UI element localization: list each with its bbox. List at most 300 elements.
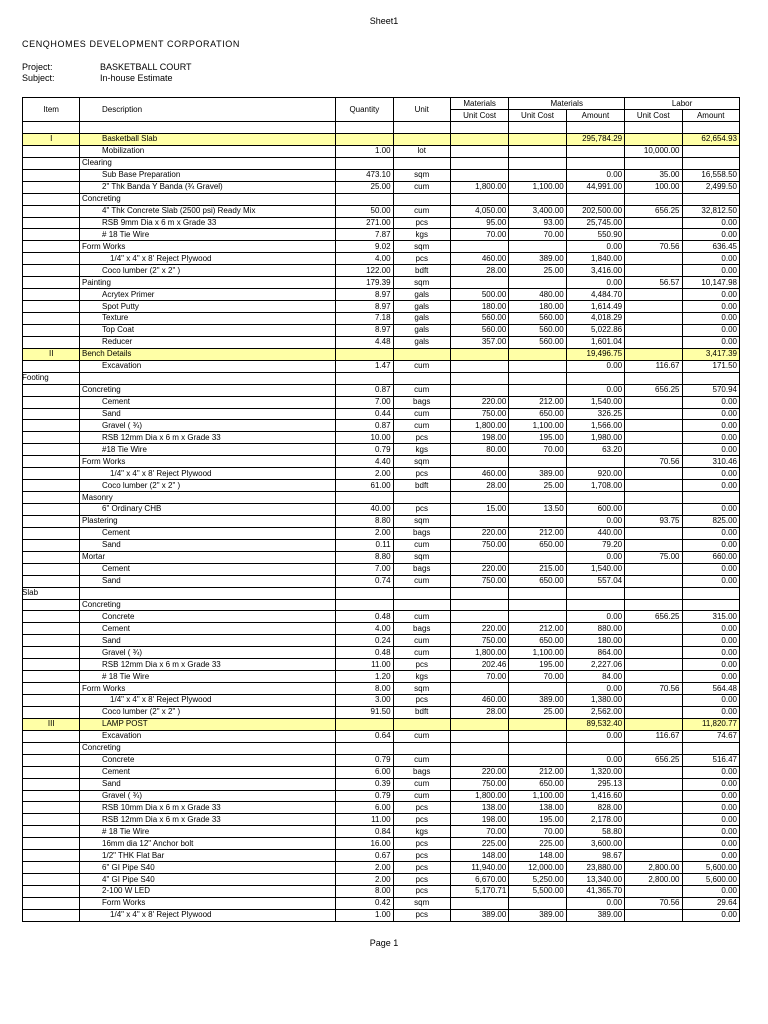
- item-cell: [23, 671, 80, 683]
- table-row: [23, 241, 740, 253]
- unit-cell: kgs: [393, 671, 450, 683]
- spacer-cell: [80, 575, 100, 587]
- table-row: [23, 301, 740, 313]
- materials-amount-cell: 1,540.00: [566, 563, 624, 575]
- labor-unit-cost-cell: [625, 193, 682, 205]
- description-cell: [22, 587, 336, 599]
- labor-amount-cell: 10,147.98: [682, 277, 740, 289]
- table-row: [23, 671, 740, 683]
- materials-amount-cell: [566, 145, 624, 157]
- materials-1-unit-cost-cell: 70.00: [450, 229, 508, 241]
- description-text: # 18 Tie Wire: [102, 229, 150, 239]
- description-text: Sand: [102, 779, 121, 789]
- description-text: Sand: [102, 576, 121, 586]
- materials-1-unit-cost-cell: [450, 384, 508, 396]
- unit-cell: gals: [393, 336, 450, 348]
- description-cell: [100, 718, 336, 730]
- description-text: Concreting: [82, 385, 121, 395]
- unit-cell: cum: [393, 205, 450, 217]
- quantity-cell: [336, 492, 393, 504]
- item-cell: [23, 468, 80, 480]
- materials-1-unit-cost-cell: [450, 169, 508, 181]
- description-cell: [100, 301, 336, 313]
- item-cell: [23, 145, 80, 157]
- item-cell: [23, 324, 80, 336]
- unit-cell: [393, 133, 450, 145]
- spacer-cell: [80, 850, 100, 862]
- quantity-cell: 1.47: [336, 360, 393, 372]
- labor-unit-cost-cell: 93.75: [625, 515, 682, 527]
- description-cell: [100, 253, 336, 265]
- quantity-cell: [336, 157, 393, 169]
- item-cell: III: [23, 718, 80, 730]
- table-row: [23, 850, 740, 862]
- spacer-cell: [80, 563, 100, 575]
- materials-amount-cell: 5,022.86: [566, 324, 624, 336]
- labor-amount-cell: 29.64: [682, 897, 740, 909]
- item-cell: [23, 695, 80, 707]
- table-row: [23, 730, 740, 742]
- quantity-cell: [336, 122, 393, 134]
- materials-2-unit-cost-cell: 13.50: [509, 504, 566, 516]
- quantity-cell: 0.48: [336, 647, 393, 659]
- description-text: Painting: [82, 277, 111, 287]
- materials-1-unit-cost-cell: [450, 157, 508, 169]
- quantity-cell: 8.80: [336, 515, 393, 527]
- description-cell: [22, 372, 336, 384]
- description-cell: [100, 169, 336, 181]
- labor-amount-cell: 0.00: [682, 336, 740, 348]
- materials-1-unit-cost-cell: 80.00: [450, 444, 508, 456]
- spacer-cell: [80, 802, 100, 814]
- unit-cell: pcs: [393, 695, 450, 707]
- quantity-cell: [336, 348, 393, 360]
- materials-2-unit-cost-cell: 560.00: [509, 336, 566, 348]
- labor-unit-cost-cell: [625, 575, 682, 587]
- sheet-title: Sheet1: [369, 16, 399, 26]
- quantity-cell: 2.00: [336, 527, 393, 539]
- description-text: Excavation: [102, 361, 142, 371]
- materials-1-unit-cost-cell: 460.00: [450, 253, 508, 265]
- table-row: [23, 336, 740, 348]
- quantity-cell: 2.00: [336, 862, 393, 874]
- labor-amount-cell: 0.00: [682, 563, 740, 575]
- materials-amount-cell: 23,880.00: [566, 862, 624, 874]
- table-row: [23, 814, 740, 826]
- table-row: [23, 695, 740, 707]
- item-cell: [23, 384, 80, 396]
- description-text: # 18 Tie Wire: [102, 826, 150, 836]
- estimate-body: [23, 122, 740, 922]
- quantity-cell: [336, 133, 393, 145]
- labor-unit-cost-cell: [625, 408, 682, 420]
- labor-amount-cell: 3,417.39: [682, 348, 740, 360]
- materials-2-unit-cost-cell: 480.00: [509, 289, 566, 301]
- table-row: [23, 587, 740, 599]
- project-label: Project:: [22, 62, 53, 72]
- unit-cell: pcs: [393, 814, 450, 826]
- labor-amount-cell: [682, 157, 740, 169]
- labor-unit-cost-cell: 2,800.00: [625, 862, 682, 874]
- materials-1-unit-cost-cell: 357.00: [450, 336, 508, 348]
- materials-2-unit-cost-cell: [509, 157, 566, 169]
- labor-amount-cell: 62,654.93: [682, 133, 740, 145]
- labor-amount-cell: 0.00: [682, 229, 740, 241]
- quantity-cell: 0.79: [336, 754, 393, 766]
- labor-unit-cost-cell: [625, 492, 682, 504]
- labor-unit-cost-cell: 70.56: [625, 241, 682, 253]
- materials-1-unit-cost-cell: 138.00: [450, 802, 508, 814]
- labor-amount-cell: 0.00: [682, 289, 740, 301]
- materials-2-unit-cost-cell: 389.00: [509, 468, 566, 480]
- spacer-cell: [80, 133, 100, 145]
- spacer-cell: [80, 814, 100, 826]
- spacer-cell: [80, 324, 100, 336]
- labor-unit-cost-cell: 2,800.00: [625, 874, 682, 886]
- spacer-cell: [80, 766, 100, 778]
- table-row: [23, 468, 740, 480]
- materials-1-unit-cost-cell: [450, 133, 508, 145]
- description-text: RSB 10mm Dia x 6 m x Grade 33: [102, 802, 221, 812]
- materials-1-unit-cost-cell: 15.00: [450, 504, 508, 516]
- header-materials-1-unit-cost: Unit Cost: [450, 110, 508, 122]
- item-cell: [23, 217, 80, 229]
- materials-amount-cell: 1,416.60: [566, 790, 624, 802]
- materials-2-unit-cost-cell: [509, 193, 566, 205]
- item-cell: [23, 289, 80, 301]
- item-cell: [23, 862, 80, 874]
- labor-unit-cost-cell: [625, 850, 682, 862]
- materials-amount-cell: 0.00: [566, 897, 624, 909]
- labor-amount-cell: 825.00: [682, 515, 740, 527]
- materials-2-unit-cost-cell: 212.00: [509, 527, 566, 539]
- description-cell: [82, 599, 336, 611]
- item-cell: [23, 122, 80, 134]
- table-row: [23, 265, 740, 277]
- description-cell: [100, 408, 336, 420]
- spacer-cell: [80, 587, 100, 599]
- unit-cell: [393, 122, 450, 134]
- description-text: Bench Details: [82, 349, 132, 359]
- labor-amount-cell: 0.00: [682, 217, 740, 229]
- materials-2-unit-cost-cell: 25.00: [509, 265, 566, 277]
- spacer-cell: [80, 790, 100, 802]
- description-text: Footing: [22, 373, 49, 383]
- description-cell: [100, 575, 336, 587]
- unit-cell: pcs: [393, 862, 450, 874]
- labor-amount-cell: 171.50: [682, 360, 740, 372]
- unit-cell: cum: [393, 420, 450, 432]
- table-row: [23, 635, 740, 647]
- labor-amount-cell: 16,558.50: [682, 169, 740, 181]
- description-cell: [100, 611, 336, 623]
- description-text: Excavation: [102, 731, 142, 741]
- labor-amount-cell: 5,600.00: [682, 874, 740, 886]
- materials-1-unit-cost-cell: [450, 360, 508, 372]
- materials-2-unit-cost-cell: [509, 611, 566, 623]
- labor-unit-cost-cell: [625, 372, 682, 384]
- quantity-cell: 7.87: [336, 229, 393, 241]
- materials-1-unit-cost-cell: 6,670.00: [450, 874, 508, 886]
- materials-amount-cell: 0.00: [566, 169, 624, 181]
- table-row: [23, 874, 740, 886]
- materials-1-unit-cost-cell: 220.00: [450, 623, 508, 635]
- materials-2-unit-cost-cell: [509, 754, 566, 766]
- description-cell: [82, 384, 336, 396]
- quantity-cell: 0.42: [336, 897, 393, 909]
- description-text: Mortar: [82, 552, 106, 562]
- table-row: [23, 647, 740, 659]
- subject-value: In-house Estimate: [100, 73, 173, 83]
- unit-cell: bags: [393, 563, 450, 575]
- item-cell: [23, 563, 80, 575]
- unit-cell: gals: [393, 301, 450, 313]
- description-text: RSB 12mm Dia x 6 m x Grade 33: [102, 659, 221, 669]
- unit-cell: pcs: [393, 850, 450, 862]
- materials-1-unit-cost-cell: [450, 599, 508, 611]
- labor-amount-cell: 0.00: [682, 635, 740, 647]
- labor-amount-cell: 0.00: [682, 659, 740, 671]
- materials-2-unit-cost-cell: 215.00: [509, 563, 566, 575]
- spacer-cell: [80, 169, 100, 181]
- materials-amount-cell: [566, 492, 624, 504]
- unit-cell: pcs: [393, 432, 450, 444]
- description-cell: [100, 289, 336, 301]
- table-row: [23, 372, 740, 384]
- materials-2-unit-cost-cell: 12,000.00: [509, 862, 566, 874]
- spacer-cell: [80, 659, 100, 671]
- description-text: Mobilization: [102, 146, 145, 156]
- labor-unit-cost-cell: [625, 432, 682, 444]
- unit-cell: [393, 348, 450, 360]
- table-row: [23, 145, 740, 157]
- description-cell: [100, 527, 336, 539]
- item-cell: [23, 432, 80, 444]
- unit-cell: bags: [393, 396, 450, 408]
- materials-1-unit-cost-cell: 560.00: [450, 324, 508, 336]
- table-row: [23, 324, 740, 336]
- item-cell: [23, 575, 80, 587]
- unit-cell: bdft: [393, 265, 450, 277]
- labor-amount-cell: 0.00: [682, 706, 740, 718]
- unit-cell: pcs: [393, 886, 450, 898]
- materials-amount-cell: 828.00: [566, 802, 624, 814]
- labor-unit-cost-cell: [625, 396, 682, 408]
- description-text: Coco lumber (2" x 2" ): [102, 707, 181, 717]
- spacer-cell: [80, 145, 100, 157]
- description-cell: [82, 551, 336, 563]
- header-materials-2-unit-cost: Unit Cost: [509, 110, 566, 122]
- materials-amount-cell: 600.00: [566, 504, 624, 516]
- spacer-cell: [80, 420, 100, 432]
- quantity-cell: 271.00: [336, 217, 393, 229]
- description-text: Basketball Slab: [102, 134, 158, 144]
- materials-2-unit-cost-cell: 212.00: [509, 623, 566, 635]
- item-cell: [23, 492, 80, 504]
- unit-cell: pcs: [393, 659, 450, 671]
- item-cell: [23, 886, 80, 898]
- description-cell: [100, 181, 336, 193]
- unit-cell: cum: [393, 408, 450, 420]
- materials-2-unit-cost-cell: [509, 133, 566, 145]
- item-cell: [23, 766, 80, 778]
- description-cell: [100, 754, 336, 766]
- materials-2-unit-cost-cell: 1,100.00: [509, 181, 566, 193]
- labor-unit-cost-cell: [625, 718, 682, 730]
- labor-unit-cost-cell: 56.57: [625, 277, 682, 289]
- materials-amount-cell: 89,532.40: [566, 718, 624, 730]
- unit-cell: [393, 587, 450, 599]
- unit-cell: sqm: [393, 897, 450, 909]
- materials-1-unit-cost-cell: 180.00: [450, 301, 508, 313]
- description-cell: [82, 742, 336, 754]
- unit-cell: bags: [393, 527, 450, 539]
- quantity-cell: 50.00: [336, 205, 393, 217]
- spacer-cell: [80, 886, 100, 898]
- materials-2-unit-cost-cell: 5,250.00: [509, 874, 566, 886]
- labor-amount-cell: [682, 122, 740, 134]
- materials-1-unit-cost-cell: 148.00: [450, 850, 508, 862]
- labor-unit-cost-cell: [625, 217, 682, 229]
- table-row: [23, 217, 740, 229]
- materials-amount-cell: 0.00: [566, 611, 624, 623]
- item-cell: [23, 790, 80, 802]
- materials-1-unit-cost-cell: [450, 193, 508, 205]
- description-text: Cement: [102, 397, 131, 407]
- table-row: [23, 384, 740, 396]
- labor-amount-cell: 0.00: [682, 324, 740, 336]
- spacer-cell: [80, 838, 100, 850]
- materials-1-unit-cost-cell: 28.00: [450, 706, 508, 718]
- header-quantity: Quantity: [336, 98, 393, 122]
- description-cell: [100, 778, 336, 790]
- item-cell: [23, 229, 80, 241]
- description-text: Concreting: [82, 194, 121, 204]
- table-row: [23, 444, 740, 456]
- description-text: Sand: [102, 635, 121, 645]
- labor-unit-cost-cell: [625, 313, 682, 325]
- labor-unit-cost-cell: 10,000.00: [625, 145, 682, 157]
- materials-1-unit-cost-cell: 750.00: [450, 635, 508, 647]
- table-row: [23, 504, 740, 516]
- materials-amount-cell: 2,227.06: [566, 659, 624, 671]
- spacer-cell: [80, 647, 100, 659]
- materials-1-unit-cost-cell: [450, 742, 508, 754]
- materials-amount-cell: 202,500.00: [566, 205, 624, 217]
- materials-2-unit-cost-cell: [509, 145, 566, 157]
- spacer-cell: [80, 313, 100, 325]
- materials-1-unit-cost-cell: 460.00: [450, 468, 508, 480]
- description-text: Concrete: [102, 611, 135, 621]
- labor-unit-cost-cell: [625, 420, 682, 432]
- labor-amount-cell: 310.46: [682, 456, 740, 468]
- description-text: # 18 Tie Wire: [102, 671, 150, 681]
- materials-1-unit-cost-cell: 220.00: [450, 396, 508, 408]
- item-cell: [23, 611, 80, 623]
- labor-unit-cost-cell: [625, 778, 682, 790]
- spacer-cell: [80, 826, 100, 838]
- materials-amount-cell: 13,340.00: [566, 874, 624, 886]
- quantity-cell: 8.00: [336, 683, 393, 695]
- item-cell: [23, 826, 80, 838]
- materials-amount-cell: 0.00: [566, 551, 624, 563]
- unit-cell: gals: [393, 289, 450, 301]
- labor-unit-cost-cell: [625, 324, 682, 336]
- materials-2-unit-cost-cell: 212.00: [509, 396, 566, 408]
- description-cell: [100, 659, 336, 671]
- quantity-cell: 0.39: [336, 778, 393, 790]
- labor-unit-cost-cell: [625, 814, 682, 826]
- quantity-cell: 25.00: [336, 181, 393, 193]
- description-cell: [100, 671, 336, 683]
- spacer-cell: [80, 504, 100, 516]
- materials-amount-cell: [566, 122, 624, 134]
- description-text: Cement: [102, 528, 131, 538]
- materials-amount-cell: [566, 599, 624, 611]
- unit-cell: pcs: [393, 802, 450, 814]
- quantity-cell: 0.87: [336, 420, 393, 432]
- unit-cell: [393, 372, 450, 384]
- materials-amount-cell: 2,562.00: [566, 706, 624, 718]
- materials-1-unit-cost-cell: [450, 456, 508, 468]
- quantity-cell: 2.00: [336, 874, 393, 886]
- description-text: Form Works: [102, 898, 146, 908]
- item-cell: [23, 659, 80, 671]
- header-spacer: [80, 98, 100, 122]
- spacer-cell: [80, 289, 100, 301]
- labor-amount-cell: 74.67: [682, 730, 740, 742]
- description-cell: [100, 420, 336, 432]
- labor-amount-cell: 0.00: [682, 850, 740, 862]
- description-text: Sub Base Preparation: [102, 170, 181, 180]
- description-cell: [100, 444, 336, 456]
- item-cell: [23, 396, 80, 408]
- materials-amount-cell: [566, 193, 624, 205]
- table-row: [23, 432, 740, 444]
- labor-amount-cell: 0.00: [682, 766, 740, 778]
- materials-1-unit-cost-cell: 4,050.00: [450, 205, 508, 217]
- materials-amount-cell: 1,840.00: [566, 253, 624, 265]
- item-cell: [23, 480, 80, 492]
- labor-amount-cell: 0.00: [682, 909, 740, 921]
- labor-amount-cell: 0.00: [682, 408, 740, 420]
- spacer-cell: [80, 778, 100, 790]
- description-text: Texture: [102, 313, 129, 323]
- table-row: [23, 683, 740, 695]
- unit-cell: kgs: [393, 229, 450, 241]
- table-row: [23, 408, 740, 420]
- labor-amount-cell: 0.00: [682, 838, 740, 850]
- quantity-cell: [336, 193, 393, 205]
- description-cell: [100, 145, 336, 157]
- labor-amount-cell: 0.00: [682, 468, 740, 480]
- description-cell: [100, 635, 336, 647]
- materials-amount-cell: 44,991.00: [566, 181, 624, 193]
- materials-2-unit-cost-cell: [509, 683, 566, 695]
- table-row: [23, 122, 740, 134]
- materials-2-unit-cost-cell: [509, 587, 566, 599]
- materials-1-unit-cost-cell: 1,800.00: [450, 181, 508, 193]
- description-cell: [100, 826, 336, 838]
- description-text: Cement: [102, 767, 131, 777]
- header-materials-2-amount: Amount: [566, 110, 624, 122]
- materials-1-unit-cost-cell: [450, 277, 508, 289]
- header-labor: Labor: [625, 98, 740, 110]
- labor-unit-cost-cell: [625, 838, 682, 850]
- materials-amount-cell: 180.00: [566, 635, 624, 647]
- item-cell: II: [23, 348, 80, 360]
- quantity-cell: 6.00: [336, 802, 393, 814]
